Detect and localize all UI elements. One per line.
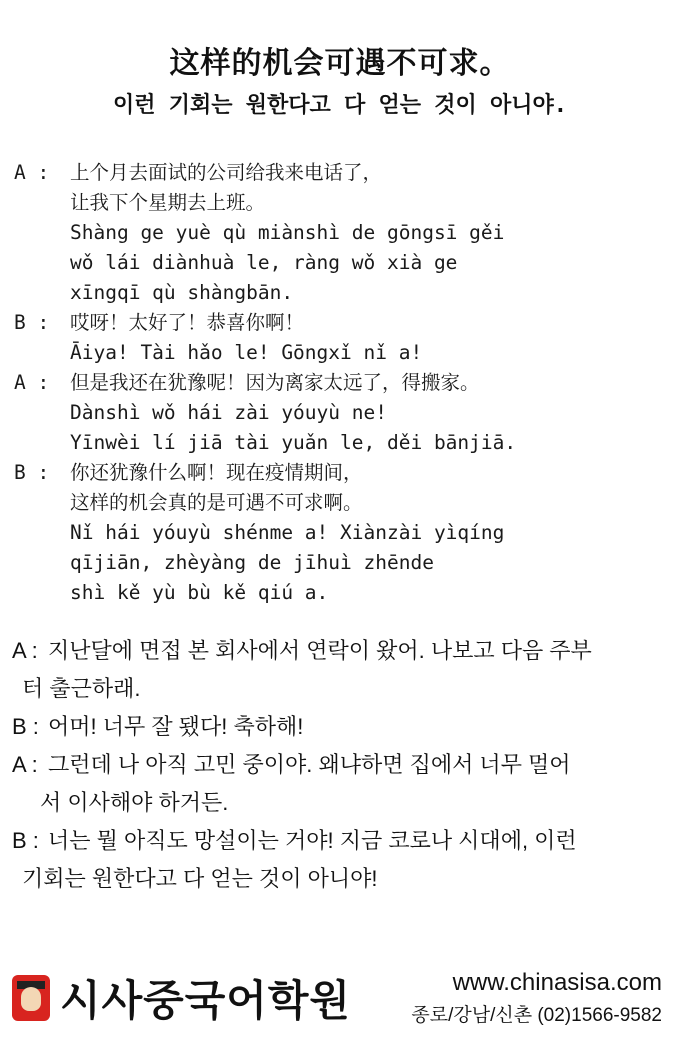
dialogue-turn [14, 308, 674, 368]
pinyin-line: Dànshì wǒ hái zài yóuyù ne! [70, 401, 387, 424]
translation-line: 어머! 너무 잘 됐다! 축하해! [48, 714, 304, 739]
translation-turn [12, 746, 668, 784]
pinyin-line: wǒ lái diànhuà le, ràng wǒ xià ge [70, 251, 458, 274]
dialogue-line: 这样的机会真的是可遇不可求啊。 [70, 491, 363, 514]
dialogue-line: 让我下个星期去上班。 [70, 191, 266, 214]
translation-turn [12, 708, 668, 746]
dialogue-turn [14, 158, 674, 308]
speaker-label: A : [14, 371, 50, 394]
dialogue-turn [14, 458, 674, 608]
speaker-label: A : [14, 161, 50, 184]
translation-line: 기회는 원한다고 다 얻는 것이 아니야! [22, 866, 378, 891]
pinyin-line: xīngqī qù shàngbān. [70, 281, 294, 304]
translation-line: 지난달에 면접 본 회사에서 연락이 왔어. 나보고 다음 주부 [48, 638, 592, 663]
website-link[interactable]: www.chinasisa.com [452, 969, 662, 996]
speaker-label: B : [14, 461, 50, 484]
title-chinese: 这样的机会可遇不可求。 [169, 46, 511, 81]
pinyin-line: Nǐ hái yóuyù shénme a! Xiànzài yìqíng [70, 521, 505, 544]
dialogue-line: 但是我还在犹豫呢！因为离家太远了，得搬家。 [70, 371, 480, 394]
pinyin-line: shì kě yù bù kě qiú a. [70, 581, 329, 604]
speaker-label: B : [14, 311, 50, 334]
translation-line: 그런데 나 아직 고민 중이야. 왜냐하면 집에서 너무 멀어 [48, 752, 571, 777]
branch-phone: 종로/강남/신촌 (02)1566-9582 [411, 1005, 662, 1026]
speaker-label: B : [12, 828, 39, 853]
title-korean: 이런 기회는 원한다고 다 얻는 것이 아니야. [112, 93, 567, 118]
pinyin-line: Shàng ge yuè qù miànshì de gōngsī gěi [70, 221, 505, 244]
brand-name: 시사중국어학원 [60, 977, 352, 1024]
scholar-badge-icon [12, 975, 50, 1021]
academy-logo [12, 968, 351, 1028]
dialogue-line: 你还犹豫什么啊！现在疫情期间， [70, 461, 363, 484]
translation-turn [12, 822, 668, 860]
dialogue-line: 上个月去面试的公司给我来电话了， [70, 161, 383, 184]
chinese-dialogue [14, 158, 674, 608]
translation-turn [12, 632, 668, 670]
pinyin-line: qījiān, zhèyàng de jīhuì zhēnde [70, 551, 434, 574]
dialogue-line: 哎呀！太好了！恭喜你啊！ [70, 311, 305, 334]
pinyin-line: Āiya! Tài hǎo le! Gōngxǐ nǐ a! [70, 341, 423, 364]
translation-line: 서 이사해야 하거든. [40, 790, 229, 815]
pinyin-line: Yīnwèi lí jiā tài yuǎn le, děi bānjiā. [70, 431, 517, 454]
korean-translation [12, 632, 668, 898]
speaker-label: A : [12, 752, 38, 777]
speaker-label: A : [12, 638, 38, 663]
speaker-label: B : [12, 714, 39, 739]
translation-line: 너는 뭘 아직도 망설이는 거야! 지금 코로나 시대에, 이런 [48, 828, 577, 853]
contact-info [411, 968, 662, 1030]
dialogue-turn [14, 368, 674, 458]
translation-line: 터 출근하래. [22, 676, 141, 701]
